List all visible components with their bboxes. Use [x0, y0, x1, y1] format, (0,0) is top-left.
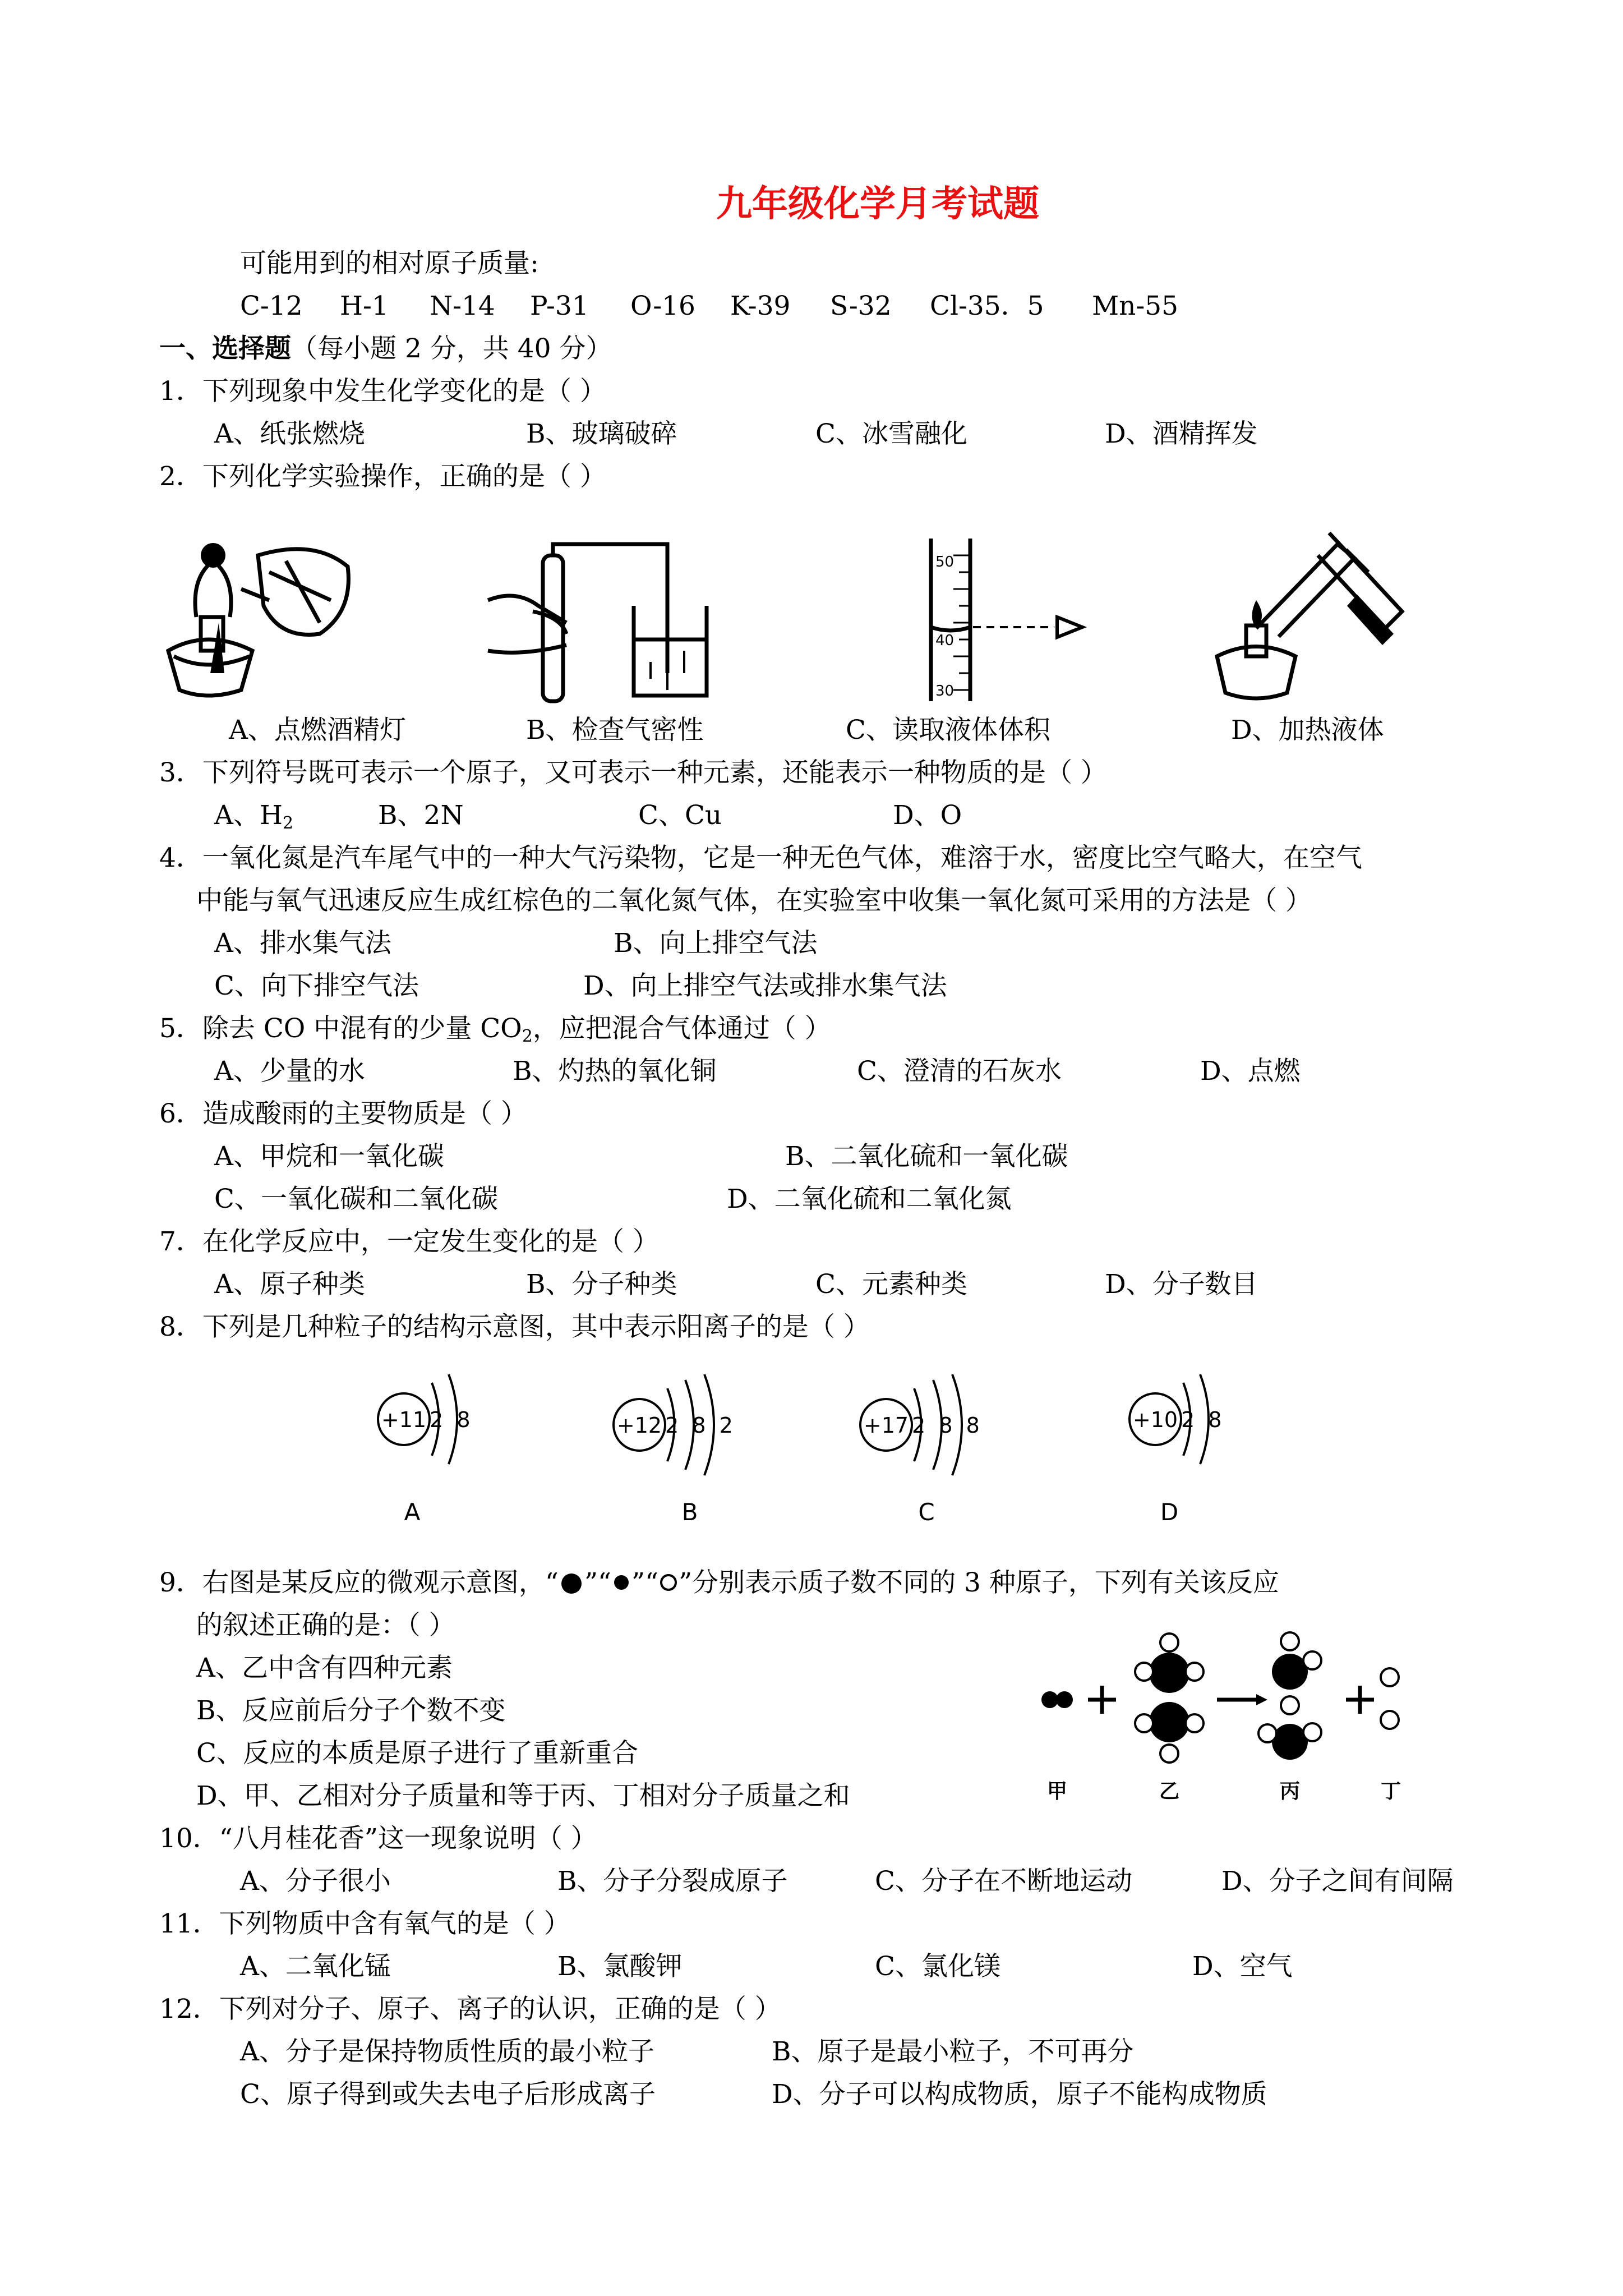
cylinder-tick-40: 40 [935, 632, 955, 649]
q9-line1: 9．右图是某反应的微观示意图，“ ”“ ”“ ”分别表示质子数不同的 3 种原子，下列有关该反应 [159, 1567, 1279, 1598]
q3-option-b: B、2N [378, 800, 464, 831]
reactant-jia-label: 甲 [1046, 1780, 1068, 1803]
q11-stem: 11．下列物质中含有氧气的是（ ） [159, 1908, 570, 1939]
section-heading: 一、选择题（每小题 2 分，共 40 分） [159, 333, 612, 364]
heating-liquid-illustration [1200, 516, 1424, 707]
q11-option-c: C、氯化镁 [875, 1951, 1000, 1982]
q1-option-d: D、酒精挥发 [1105, 418, 1258, 449]
q11-option-b: B、氯酸钾 [557, 1951, 683, 1982]
page-title: 九年级化学月考试题 [716, 183, 1039, 225]
q2-option-d: D、加热液体 [1231, 715, 1384, 746]
q1-option-c: C、冰雪融化 [815, 418, 967, 449]
lighting-alcohol-lamp-illustration [157, 533, 359, 707]
q12-option-d: D、分子可以构成物质，原子不能构成物质 [772, 2079, 1267, 2110]
q3-option-a: A、$H_2$ [214, 800, 294, 833]
airtightness-check-illustration [482, 533, 718, 707]
q12-option-b: B、原子是最小粒子，不可再分 [772, 2036, 1134, 2067]
particle-b-label: B [681, 1498, 698, 1526]
q4-option-b: B、向上排空气法 [614, 928, 818, 959]
q12-stem: 12．下列对分子、原子、离子的认识，正确的是（ ） [159, 1994, 781, 2024]
mass-k: K-39 [730, 291, 791, 321]
q10-stem: 10．“八月桂花香”这一现象说明（ ） [159, 1823, 597, 1854]
product-bing-label: 丙 [1279, 1780, 1301, 1803]
q12-option-c: C、原子得到或失去电子后形成离子 [240, 2079, 656, 2110]
q4-line1: 4．一氧化氮是汽车尾气中的一种大气污染物，它是一种无色气体，难溶于水，密度比空气略大，在空气 [159, 843, 1362, 873]
mass-n: N-14 [430, 291, 495, 321]
q9-line2: 的叙述正确的是：（ ） [196, 1610, 455, 1641]
particle-a-label: A [404, 1498, 421, 1526]
q6-option-d: D、二氧化硫和二氧化氮 [727, 1184, 1012, 1214]
particle-a-shells: 2 8 [430, 1407, 471, 1432]
white-atom-icon [658, 1571, 679, 1594]
q6-option-b: B、二氧化硫和一氧化碳 [785, 1141, 1068, 1172]
q10-option-a: A、分子很小 [240, 1866, 391, 1897]
q5-option-a: A、少量的水 [214, 1056, 365, 1087]
particle-a-nucleus: +11 [381, 1407, 427, 1432]
q12-option-a: A、分子是保持物质性质的最小粒子 [240, 2036, 654, 2067]
particle-c-label: C [918, 1498, 935, 1526]
particle-d-label: D [1160, 1498, 1179, 1526]
q5-option-d: D、点燃 [1200, 1056, 1301, 1087]
q10-option-b: B、分子分裂成原子 [557, 1866, 788, 1897]
q2-option-c: C、读取液体体积 [846, 715, 1050, 746]
q2-option-b: B、检查气密性 [526, 715, 704, 746]
q5-option-b: B、灼热的氧化铜 [513, 1056, 717, 1087]
particle-d-nucleus: +10 [1132, 1407, 1178, 1432]
intro-text: 可能用到的相对原子质量: [240, 248, 539, 279]
mass-mn: Mn-55 [1092, 291, 1179, 321]
q4-option-c: C、向下排空气法 [214, 970, 419, 1001]
q3-option-d: D、O [893, 800, 962, 831]
q7-option-c: C、元素种类 [815, 1269, 967, 1300]
q8-stem: 8．下列是几种粒子的结构示意图，其中表示阳离子的是（ ） [159, 1312, 870, 1342]
cylinder-tick-50: 50 [935, 554, 955, 570]
q6-option-a: A、甲烷和一氧化碳 [214, 1141, 444, 1172]
q1-option-a: A、纸张燃烧 [214, 418, 365, 449]
q6-option-c: C、一氧化碳和二氧化碳 [214, 1184, 498, 1214]
particle-d-shells: 2 8 [1181, 1407, 1222, 1432]
q7-option-a: A、原子种类 [214, 1269, 365, 1300]
q9-option-b: B、反应前后分子个数不变 [196, 1695, 506, 1726]
q11-option-d: D、空气 [1192, 1951, 1293, 1982]
particle-c-shells: 2 8 8 [912, 1413, 980, 1438]
particle-b-shells: 2 8 2 [665, 1413, 733, 1438]
q1-option-b: B、玻璃破碎 [526, 418, 677, 449]
q2-stem: 2．下列化学实验操作，正确的是（ ） [159, 461, 606, 492]
q4-option-d: D、向上排空气法或排水集气法 [583, 970, 947, 1001]
mass-s: S-32 [830, 291, 892, 321]
q4-line2: 中能与氧气迅速反应生成红棕色的二氧化氮气体，在实验室中收集一氧化氮可采用的方法是（ ） [196, 885, 1312, 916]
mass-cl: Cl-35．5 [930, 291, 1044, 321]
q9-option-d: D、甲、乙相对分子质量和等于丙、丁相对分子质量之和 [196, 1780, 850, 1811]
q2-option-a: A、点燃酒精灯 [229, 715, 406, 746]
mass-h: H-1 [340, 291, 389, 321]
particle-structure-diagrams [359, 1358, 1290, 1526]
q9-option-c: C、反应的本质是原子进行了重新重合 [196, 1738, 638, 1769]
reactant-yi-label: 乙 [1159, 1780, 1180, 1803]
product-ding-label: 丁 [1380, 1780, 1401, 1803]
q10-option-c: C、分子在不断地运动 [875, 1866, 1132, 1897]
q5-option-c: C、澄清的石灰水 [857, 1056, 1062, 1087]
q1-stem: 1．下列现象中发生化学变化的是（ ） [159, 376, 606, 407]
q10-option-d: D、分子之间有间隔 [1221, 1866, 1454, 1897]
mass-p: P-31 [530, 291, 589, 321]
q7-option-d: D、分子数目 [1105, 1269, 1258, 1300]
q7-stem: 7．在化学反应中，一定发生变化的是（ ） [159, 1226, 659, 1257]
q7-option-b: B、分子种类 [526, 1269, 677, 1300]
reading-liquid-volume-illustration [897, 533, 1099, 707]
cylinder-tick-30: 30 [935, 683, 955, 700]
q6-stem: 6．造成酸雨的主要物质是（ ） [159, 1098, 527, 1129]
q11-option-a: A、二氧化锰 [240, 1951, 391, 1982]
q3-stem: 3．下列符号既可表示一个原子，又可表示一种元素，还能表示一种物质的是（ ） [159, 757, 1107, 788]
small-black-atom-icon [611, 1571, 631, 1594]
particle-c-nucleus: +17 [863, 1413, 909, 1438]
q5-stem: 5．除去 CO 中混有的少量 $CO_2$，应把混合气体通过（ ） [159, 1013, 831, 1046]
mass-o: O-16 [630, 291, 695, 321]
mass-c: C-12 [240, 291, 303, 321]
large-black-atom-icon [559, 1572, 584, 1595]
reaction-micro-diagram [1032, 1616, 1447, 1806]
particle-b-nucleus: +12 [616, 1413, 662, 1438]
q4-option-a: A、排水集气法 [214, 928, 391, 959]
q9-option-a: A、乙中含有四种元素 [196, 1653, 453, 1683]
q3-option-c: C、Cu [638, 800, 722, 831]
